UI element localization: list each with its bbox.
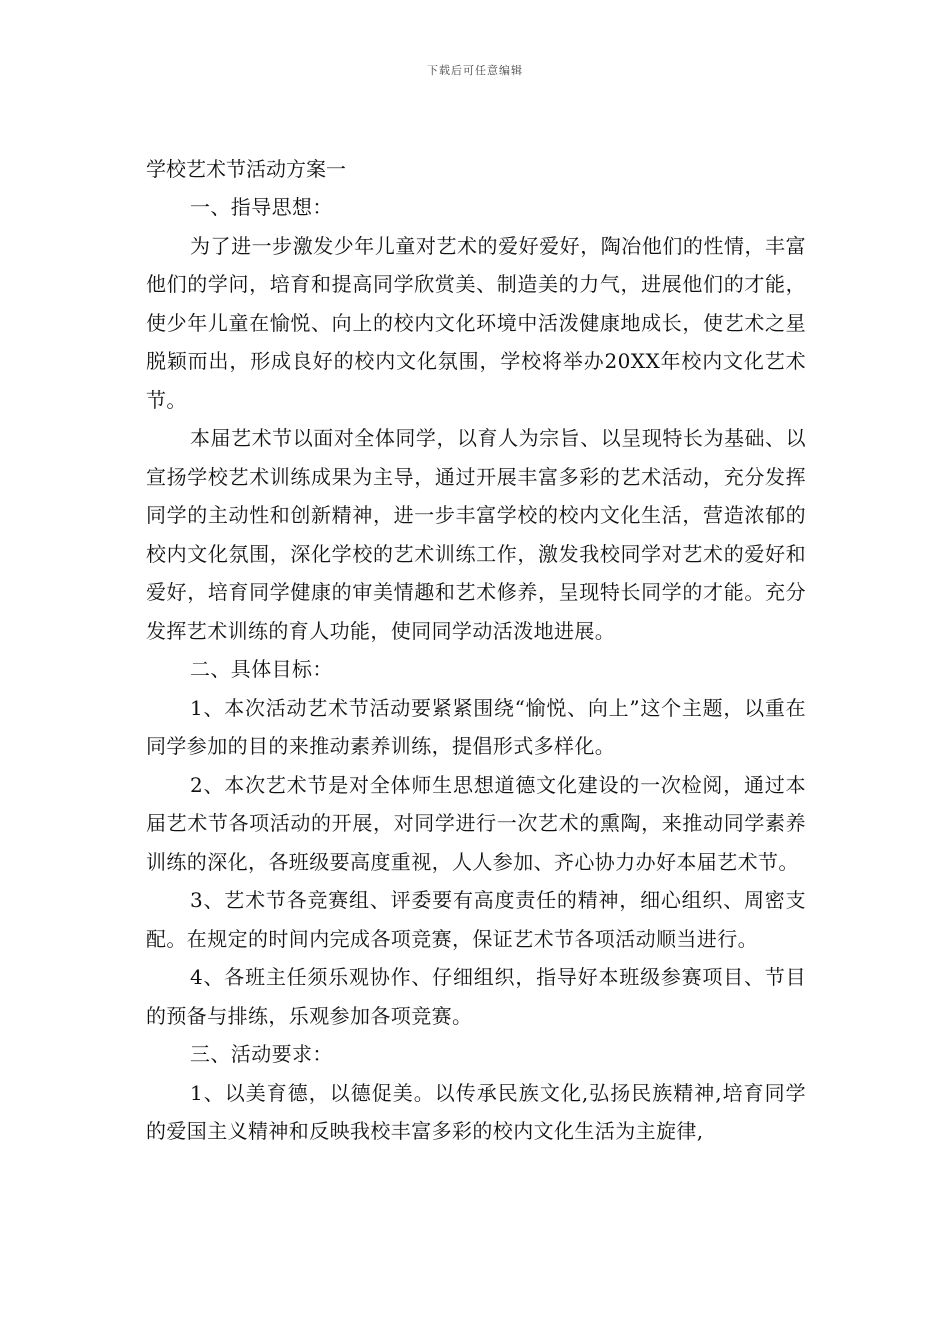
- goal-item-2: 2、本次艺术节是对全体师生思想道德文化建设的一次检阅，通过本届艺术节各项活动的开展，对同学进行一次艺术的熏陶，来推动同学素养训练的深化，各班级要高度重视，人人参加、齐心协力办好本届艺术节。: [146, 772, 806, 874]
- document-title: 学校艺术节活动方案一: [146, 157, 346, 181]
- goal-item-3: 3、艺术节各竞赛组、评委要有高度责任的精神，细心组织、周密支配。在规定的时间内完成各项竞赛，保证艺术节各项活动顺当进行。: [146, 888, 806, 951]
- goal-item-4: 4、各班主任须乐观协作、仔细组织，指导好本班级参赛项目、节目的预备与排练，乐观参加各项竞赛。: [146, 965, 806, 1028]
- section-heading-activity-requirements: 三、活动要求：: [190, 1042, 333, 1066]
- goal-item-1: 1、本次活动艺术节活动要紧紧围绕“愉悦、向上”这个主题，以重在同学参加的目的来推动素养训练，提倡形式多样化。: [146, 695, 806, 758]
- paragraph-festival-aims: 本届艺术节以面对全体同学，以育人为宗旨、以呈现特长为基础、以宣扬学校艺术训练成果为主导，通过开展丰富多彩的艺术活动，充分发挥同学的主动性和创新精神，进一步丰富学校的校内文化生活，营造浓郁的校内文化氛围，深化学校的艺术训练工作，激发我校同学对艺术的爱好和爱好，培育同学健康的审美情趣和艺术修养，呈现特长同学的才能。充分发挥艺术训练的育人功能，使同同学动活泼地进展。: [146, 426, 806, 643]
- page-header: 下载后可任意编辑: [427, 64, 523, 77]
- requirement-item-1: 1、以美育德，以德促美。以传承民族文化,弘扬民族精神,培育同学的爱国主义精神和反映我校丰富多彩的校内文化生活为主旋律,: [146, 1080, 806, 1143]
- section-heading-specific-goals: 二、具体目标：: [190, 657, 333, 681]
- section-heading-guiding-thought: 一、指导思想：: [190, 195, 333, 219]
- paragraph-purpose: 为了进一步激发少年儿童对艺术的爱好爱好，陶冶他们的性情，丰富他们的学问，培育和提高同学欣赏美、制造美的力气，进展他们的才能，使少年儿童在愉悦、向上的校内文化环境中活泼健康地成长，使艺术之星脱颖而出，形成良好的校内文化氛围，学校将举办20XX年校内文化艺术节。: [146, 233, 806, 412]
- document-body: [146, 150, 806, 1151]
